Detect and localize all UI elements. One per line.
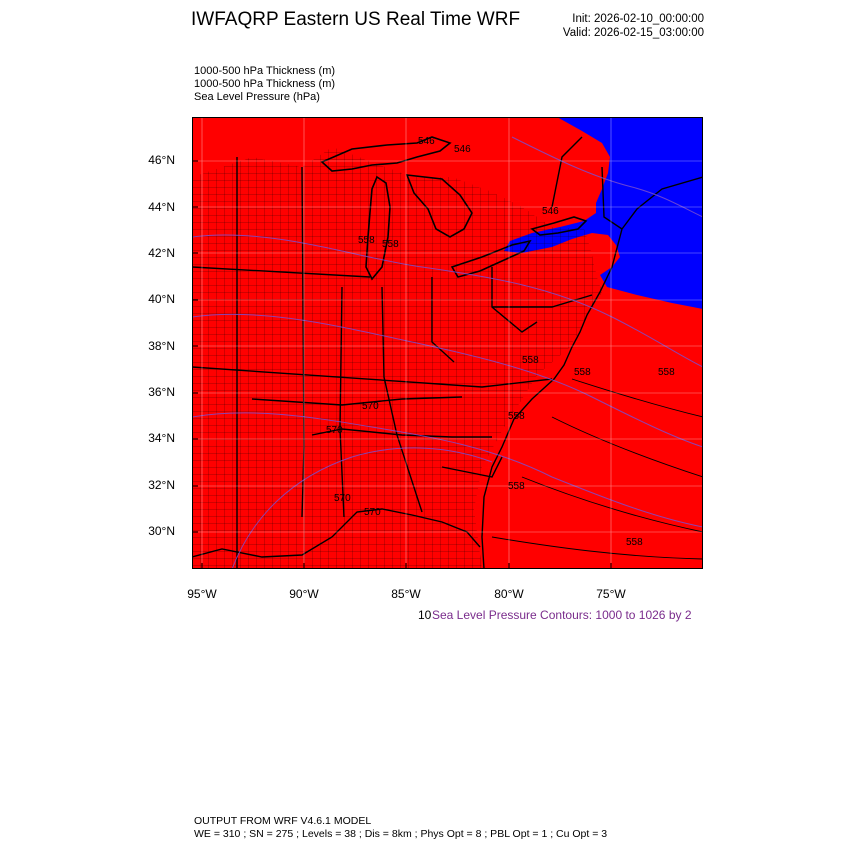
contour-label: 570 — [334, 493, 351, 504]
map-panel — [192, 117, 703, 569]
valid-time: Valid: 2026-02-15_03:00:00 — [562, 27, 704, 39]
field-label-slp: Sea Level Pressure (hPa) — [194, 91, 320, 103]
contour-label: 558 — [658, 367, 675, 378]
contour-label: 558 — [508, 481, 525, 492]
contour-label: 558 — [626, 537, 643, 548]
contour-label: 546 — [454, 144, 471, 155]
lon-label-90w: 90°W — [289, 587, 319, 601]
contour-label: 546 — [418, 136, 435, 147]
contour-info-prefix: 10 — [418, 608, 432, 622]
contour-label: 570 — [326, 425, 343, 436]
contour-label: 558 — [358, 235, 375, 246]
field-label-thickness-1: 1000-500 hPa Thickness (m) — [194, 65, 336, 77]
contour-label: 570 — [364, 507, 381, 518]
lat-label-42n: 42°N — [148, 246, 175, 260]
lat-label-40n: 40°N — [148, 292, 175, 306]
footer-config-line: WE = 310 ; SN = 275 ; Levels = 38 ; Dis = 8km ; Phys Opt = 8 ; PBL Opt = 1 ; Cu Opt = 3 — [194, 828, 608, 840]
init-time: Init: 2026-02-10_00:00:00 — [572, 13, 704, 25]
lat-label-46n: 46°N — [148, 153, 175, 167]
contour-label: 558 — [382, 239, 399, 250]
lat-label-44n: 44°N — [148, 200, 175, 214]
lon-label-80w: 80°W — [494, 587, 524, 601]
lat-label-30n: 30°N — [148, 524, 175, 538]
contour-label: 558 — [508, 411, 525, 422]
field-label-thickness-2: 1000-500 hPa Thickness (m) — [194, 78, 336, 90]
lon-label-75w: 75°W — [596, 587, 626, 601]
lat-label-34n: 34°N — [148, 431, 175, 445]
slp-contour-info: Sea Level Pressure Contours: 1000 to 1026 by 2 — [432, 608, 692, 622]
contour-label: 558 — [574, 367, 591, 378]
map-title: IWFAQRP Eastern US Real Time WRF — [191, 9, 521, 30]
lat-label-36n: 36°N — [148, 385, 175, 399]
footer-model-line: OUTPUT FROM WRF V4.6.1 MODEL — [194, 815, 372, 827]
contour-label: 546 — [542, 206, 559, 217]
contour-label: 570 — [362, 401, 379, 412]
lat-label-38n: 38°N — [148, 339, 175, 353]
contour-label: 558 — [522, 355, 539, 366]
lat-label-32n: 32°N — [148, 478, 175, 492]
lon-label-95w: 95°W — [187, 587, 217, 601]
lon-label-85w: 85°W — [391, 587, 421, 601]
